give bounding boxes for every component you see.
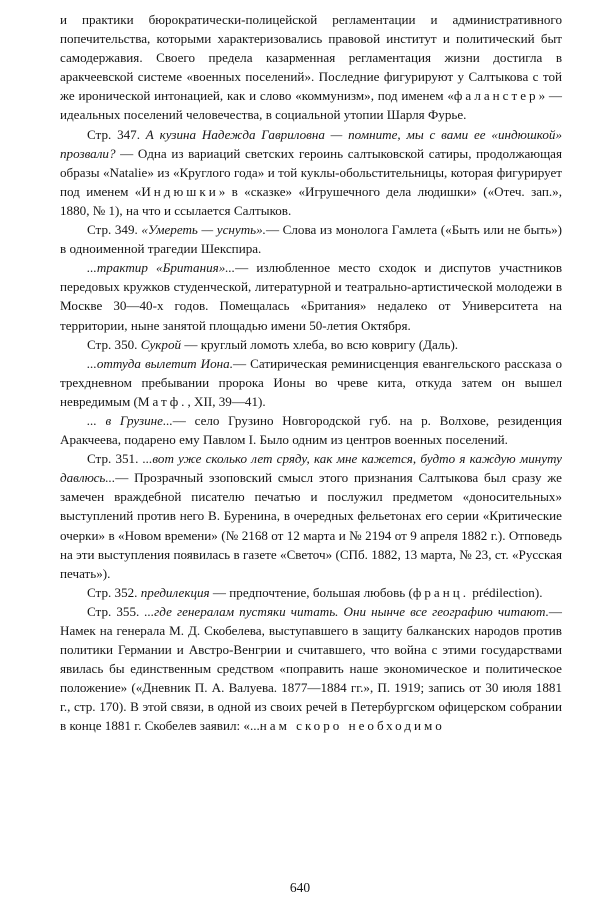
text-run: — излюбленное место сходок и диспутов участников передовых кружков студенческой, литературной и театрально-артистической молодежи в Москве 30—40-х годов. Помещалась «Британия» недалеко от Университета на территории, ныне занятой площадью имени 50-летия Октября. xyxy=(60,260,562,333)
text-run: — Намек на генерала М. Д. Скобелева, выступавшего в защиту балканских народов против политики Германии и Австро-Венгрии и считавшего, что война с этими государствами явилась бы единственным средством «поправить наше экономическое и политическое положение» («Дневник П. А. Валуева. 1877—1884 гг.», П. 1919; запись от 30 июля 1881 г., стр. 170). В этой связи, в одной из своих речей в Петербургском офицерском собрании в конце 1881 г. Скобелев заявил: «... xyxy=(60,603,562,734)
text-run: — Слова из монолога Гамлета («Быть или не быть») в одноименной трагедии Шекспира. xyxy=(60,222,562,257)
text-run: Стр. 349. xyxy=(87,222,142,238)
text-run: Стр. 351. xyxy=(87,451,143,467)
spaced-text: франц. xyxy=(412,584,470,600)
text-run: Стр. 355. xyxy=(87,603,145,619)
italic-term: ... в Грузине... xyxy=(87,412,173,428)
spaced-text: нам скоро необходимо xyxy=(259,718,445,734)
text-run: — круглый ломоть хлеба, во всю ковригу (Даль). xyxy=(181,336,459,352)
text-run: и практики бюрократически-полицейской регламентации и административного попечительства, которыми характеризовались правовой институт и политический быт самодержавия. Своего предела казарменная регламентация жизни достигла в аракчеевской системе «военных поселений». Последние фигурируют у Салтыкова с той же иронической интонацией, как и слово «коммунизм», под именем « xyxy=(60,12,562,104)
text-run: — предпочтение, большая любовь ( xyxy=(209,584,413,600)
italic-term: Сукрой xyxy=(140,336,182,352)
paragraph xyxy=(60,354,562,411)
text-run: , XII, 39—41). xyxy=(187,393,266,409)
text-run: prédilection). xyxy=(469,584,543,600)
paragraph xyxy=(60,449,562,583)
text-run: — Одна из вариаций светских героинь салтыковской сатиры, продолжающая образы «Natalie» из «Круглого года» и той куклы-обольстительницы, которая фигурирует под именем « xyxy=(60,145,562,199)
text-run: — Сатирическая реминисценция евангельского рассказа о трехдневном пребывании пророка Ионы во чреве кита, откуда затем он вышел невредимым ( xyxy=(60,355,562,409)
italic-term: ...оттуда вылетит Иона. xyxy=(87,355,233,371)
text-run: Стр. 352. xyxy=(87,584,141,600)
italic-term: «Умереть — уснуть». xyxy=(141,222,266,238)
text-run: » в «сказке» «Игрушечного дела людишки» («Отеч. зап.», 1880, № 1), на что и ссылается Салтыков. xyxy=(60,183,562,218)
italic-term: ...вот уже сколько лет сряду, как мне кажется, будто я каждую минуту давлюсь... xyxy=(60,451,562,486)
text-run: Стр. 350. xyxy=(87,336,141,352)
text-run: — Прозрачный эзоповский смысл этого признания Салтыкова был сразу же замечен враждебной писателю печатью и послужил предметом «доносительных» выступлений против него В. Буренина, в очередных фельетонах его серии «Критические очерки» в «Новом времени» (№ 2168 от 12 марта и № 2194 от 9 апреля 1882 г.). Отповедь на эти выступления появилась в газете «Светоч» (СПб. 1882, 13 марта, № 23, ст. «Русская печать»). xyxy=(60,470,562,581)
italic-term: А кузина Надежда Гавриловна — помните, мы с вами ее «индюшкой» прозвали? xyxy=(60,126,562,161)
italic-term: предилекция xyxy=(140,584,210,600)
paragraph xyxy=(60,602,562,736)
paragraph xyxy=(60,411,562,449)
text-run: » — идеальных поселений человечества, в социальной утопии Шарля Фурье. xyxy=(60,88,562,123)
paragraph xyxy=(60,220,562,258)
page-number: 640 xyxy=(289,880,311,895)
paragraph xyxy=(60,583,562,602)
commentary-text xyxy=(60,10,562,736)
paragraph xyxy=(60,10,562,125)
spaced-text: Матф. xyxy=(137,393,188,409)
text-run: — село Грузино Новгородской губ. на р. Волхове, резиденция Аракчеева, подарено ему Павлом I. Было одним из центров военных поселений. xyxy=(60,412,562,448)
italic-term: ...трактир «Британия»... xyxy=(87,260,236,276)
spaced-text: фаланстер xyxy=(453,88,539,104)
paragraph xyxy=(60,258,562,334)
italic-term: ...где генералам пустяки читать. Они нынче все географию читают. xyxy=(144,603,549,619)
paragraph xyxy=(60,335,562,354)
paragraph xyxy=(60,125,562,220)
text-run: Стр. 347. xyxy=(87,126,146,142)
spaced-text: Индюшки xyxy=(141,183,219,199)
